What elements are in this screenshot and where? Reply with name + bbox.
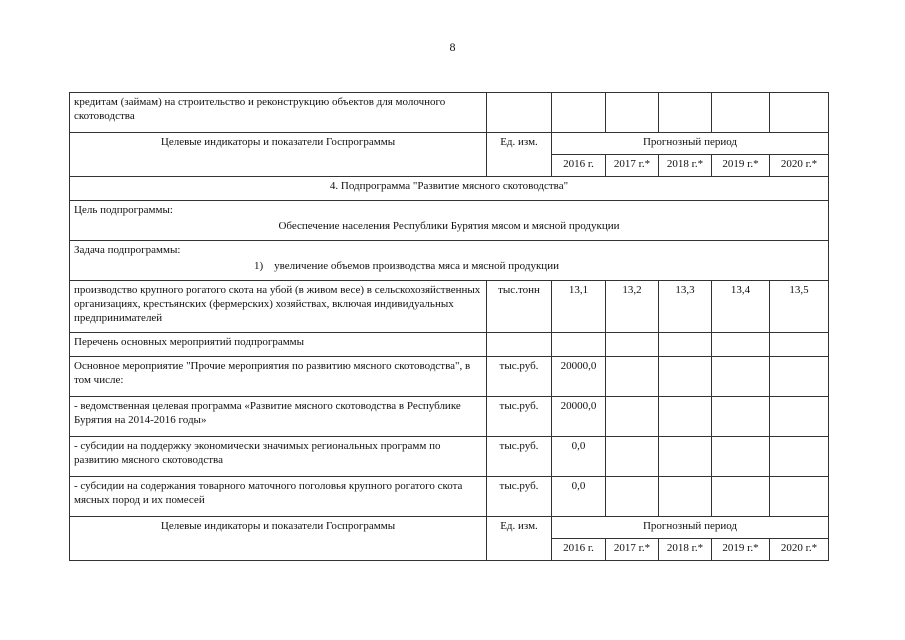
measure-value: 20000,0	[552, 357, 606, 397]
measure-unit: тыс.руб.	[487, 437, 552, 477]
table-row	[70, 281, 829, 333]
year-cell: 2018 г.*	[659, 539, 712, 561]
table-row	[70, 93, 829, 133]
year-cell: 2019 г.*	[712, 155, 770, 177]
indicators-header: Целевые индикаторы и показатели Госпрограммы	[70, 133, 487, 177]
measure-name: - субсидии на содержания товарного маточного поголовья крупного рогатого скота мясных пород и их помесей	[70, 477, 487, 517]
measure-value: 0,0	[552, 477, 606, 517]
year-cell: 2016 г.	[552, 539, 606, 561]
table-row	[70, 477, 829, 517]
table-row	[70, 437, 829, 477]
measure-value: 20000,0	[552, 397, 606, 437]
table-row	[70, 333, 829, 357]
task-text: увеличение объемов производства мяса и мясной продукции	[274, 260, 559, 272]
header-row	[70, 133, 829, 155]
table-row	[70, 177, 829, 201]
year-cell: 2018 г.*	[659, 155, 712, 177]
indicator-value: 13,3	[659, 281, 712, 333]
measure-name: - ведомственная целевая программа «Развитие мясного скотоводства в Республике Бурятия на 2014-2016 годы»	[70, 397, 487, 437]
year-cell: 2017 г.*	[606, 539, 659, 561]
task-label: Задача подпрограммы:	[74, 244, 181, 256]
measure-name: - субсидии на поддержку экономически значимых региональных программ по развитию мясного скотоводства	[70, 437, 487, 477]
table-row	[70, 357, 829, 397]
year-cell: 2017 г.*	[606, 155, 659, 177]
indicators-header: Целевые индикаторы и показатели Госпрограммы	[70, 517, 487, 561]
measure-unit: тыс.руб.	[487, 357, 552, 397]
indicator-name: производство крупного рогатого скота на убой (в живом весе) в сельскохозяйственных организациях, крестьянских (фермерских) хозяйствах, включая индивидуальных предпринимателей	[70, 281, 487, 333]
goal-label: Цель подпрограммы:	[74, 204, 173, 216]
page-number: 8	[449, 40, 456, 54]
goal-cell	[70, 201, 829, 241]
indicator-value: 13,4	[712, 281, 770, 333]
unit-header: Ед. изм.	[487, 133, 552, 177]
year-cell: 2019 г.*	[712, 539, 770, 561]
header-row	[70, 517, 829, 539]
table-row	[70, 397, 829, 437]
measure-unit: тыс.руб.	[487, 477, 552, 517]
table-row	[70, 201, 829, 241]
table-row	[70, 241, 829, 281]
goal-text: Обеспечение населения Республики Бурятия мясом и мясной продукции	[278, 220, 620, 232]
period-header: Прогнозный период	[552, 517, 829, 539]
indicator-value: 13,2	[606, 281, 659, 333]
period-header: Прогнозный период	[552, 133, 829, 155]
year-cell: 2020 г.*	[770, 539, 829, 561]
measure-value: 0,0	[552, 437, 606, 477]
measures-title: Перечень основных мероприятий подпрограммы	[70, 333, 487, 357]
top-row-text: кредитам (займам) на строительство и реконструкцию объектов для молочного скотоводства	[70, 93, 487, 133]
task-cell	[70, 241, 829, 281]
year-cell: 2020 г.*	[770, 155, 829, 177]
measure-name: Основное мероприятие "Прочие мероприятия по развитию мясного скотоводства", в том числе:	[70, 357, 487, 397]
indicator-value: 13,5	[770, 281, 829, 333]
task-line	[74, 259, 824, 273]
task-number: 1)	[254, 260, 264, 272]
indicator-value: 13,1	[552, 281, 606, 333]
subprogram-title: 4. Подпрограмма "Развитие мясного скотоводства"	[70, 177, 829, 201]
measure-unit: тыс.руб.	[487, 397, 552, 437]
indicator-unit: тыс.тонн	[487, 281, 552, 333]
program-table	[69, 92, 829, 561]
unit-header: Ед. изм.	[487, 517, 552, 561]
year-cell: 2016 г.	[552, 155, 606, 177]
